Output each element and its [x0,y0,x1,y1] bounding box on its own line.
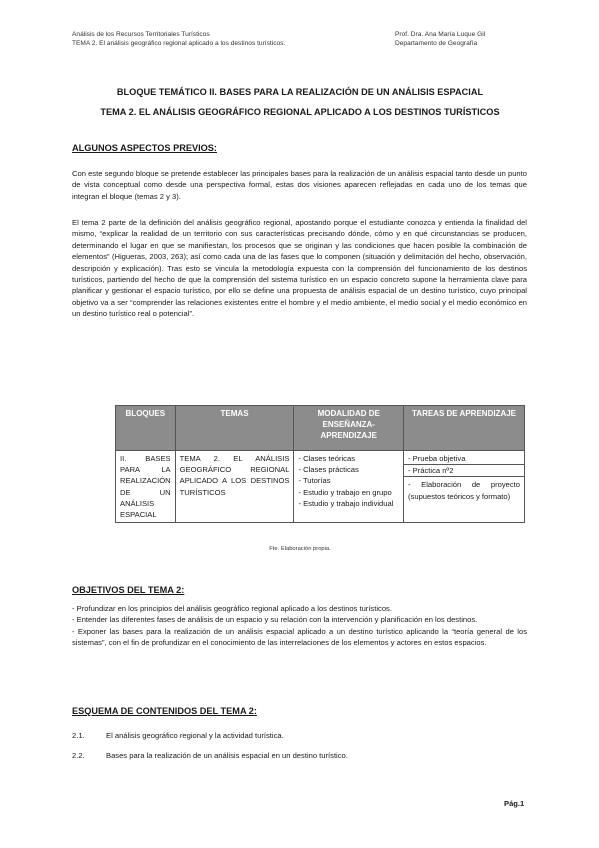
contents-item [72,750,348,761]
paragraph-topic-description: El tema 2 parte de la definición del análisis geográfico regional, apostando porque el estudiante conozca y entienda la finalidad del mismo, “explicar la realidad de un territorio con sus características precisando dónde, cómo y en qué circunstancias se producen, determinando el lugar en que se manifiestan, los procesos que se originan y las condiciones que hacen posible la combinación de elementos” (Higueras, 2003, 263); así como cada una de las fases que lo componen (situación y delimitación del hecho, observación, descripción y explicación). Tras esto se vincula la metodología expuesta con la comprensión del funcionamiento de los destinos turísticos, partiendo del hecho de que la comprensión del sistema turístico en un espacio concreto supone la herramienta clave para planificar y gestionar el espacio turístico, por ello se define una propuesta de análisis espacial de un destino turístico, cuyo principal objetivo va a ser “comprender las relaciones existentes entre el hombre y el medio ambiente, el medio social y el medio económico en un destino turístico real o potencial”. [72,218,527,319]
list-item: - Clases prácticas [298,465,359,475]
course-table [115,405,525,523]
table-caption: Fte. Elaboración propia. [269,546,331,552]
table-cell-tema: TEMA 2. EL ANÁLISIS GEOGRÁFICO REGIONAL APLICADO A LOS DESTINOS TURÍSTICOS [175,451,294,523]
table-cell-modalidad [294,451,404,523]
page-number: Pág.1 [504,799,525,808]
table-header-row [116,406,525,451]
section-heading-previous-aspects: ALGUNOS ASPECTOS PREVIOS: [72,143,217,153]
contents-item-text: El análisis geográfico regional y la actividad turística. [106,731,284,740]
section-heading-objectives: OBJETIVOS DEL TEMA 2: [72,585,185,595]
header-author: Prof. Dra. Ana María Luque Gil [395,31,486,38]
list-item: - Exponer las bases para la realización de un análisis espacial aplicado a un destino turístico aplicando la “teoría general de los sistemas”, con el fin de profundizar en el conocimiento de las interrelaciones de los elementos y actores en estos espacios. [72,626,527,648]
header-right [395,30,485,48]
list-item: - Estudio y trabajo en grupo [298,487,392,497]
table-cell-bloque: II. BASES PARA LA REALIZACIÓN DE UN ANÁLISIS ESPACIAL [116,451,176,523]
list-item: - Prueba objetiva [404,451,524,465]
contents-item-number: 2.1. [72,731,85,740]
block-title: BLOQUE TEMÁTICO II. BASES PARA LA REALIZACIÓN DE UN ANÁLISIS ESPACIAL [116,87,484,97]
header-department: Departamento de Geografía [395,40,478,47]
contents-item-text: Bases para la realización de un análisis espacial en un destino turístico. [106,751,348,760]
objectives-list [72,603,527,649]
list-item: - Clases teóricas [298,454,355,463]
list-item: - Entender las diferentes fases de análisis de un espacio y su relación con la intervención y planificación en los destinos. [72,615,478,625]
contents-item [72,730,284,741]
contents-item-number: 2.2. [72,751,85,760]
list-item: - Elaboración de proyecto (supuestos teóricos y formato) [408,480,520,501]
list-item: - Estudio y trabajo individual [298,498,394,508]
table-header-tareas: TAREAS DE APRENDIZAJE [404,406,525,451]
paragraph-intro: Con este segundo bloque se pretende establecer las principales bases para la realización de un análisis espacial tanto desde un punto de vista conceptual como desde una perspectiva formal, estas dos visiones aparecen reflejadas en cada uno de los temas que integran el bloque (temas 2 y 3). [72,169,527,201]
section-heading-contents: ESQUEMA DE CONTENIDOS DEL TEMA 2: [72,706,257,716]
table-cell-tareas [404,451,525,523]
table-row [116,451,525,523]
header-left [72,30,285,48]
header-topic: TEMA 2. El análisis geográfico regional aplicado a los destinos turísticos. [72,40,286,47]
table-header-modalidad: MODALIDAD DE ENSEÑANZA-APRENDIZAJE [294,406,404,451]
list-item: - Práctica nº2 [404,465,524,477]
header-course: Análisis de los Recursos Territoriales Turísticos [72,31,210,38]
list-item: - Profundizar en los principios del análisis geográfico regional aplicado a los destinos turísticos. [72,604,392,613]
table-header-temas: TEMAS [175,406,294,451]
topic-title: TEMA 2. EL ANÁLISIS GEOGRÁFICO REGIONAL APLICADO A LOS DESTINOS TURÍSTICOS [100,107,500,117]
table-header-bloques: BLOQUES [116,406,176,451]
list-item: - Tutorías [298,476,331,486]
